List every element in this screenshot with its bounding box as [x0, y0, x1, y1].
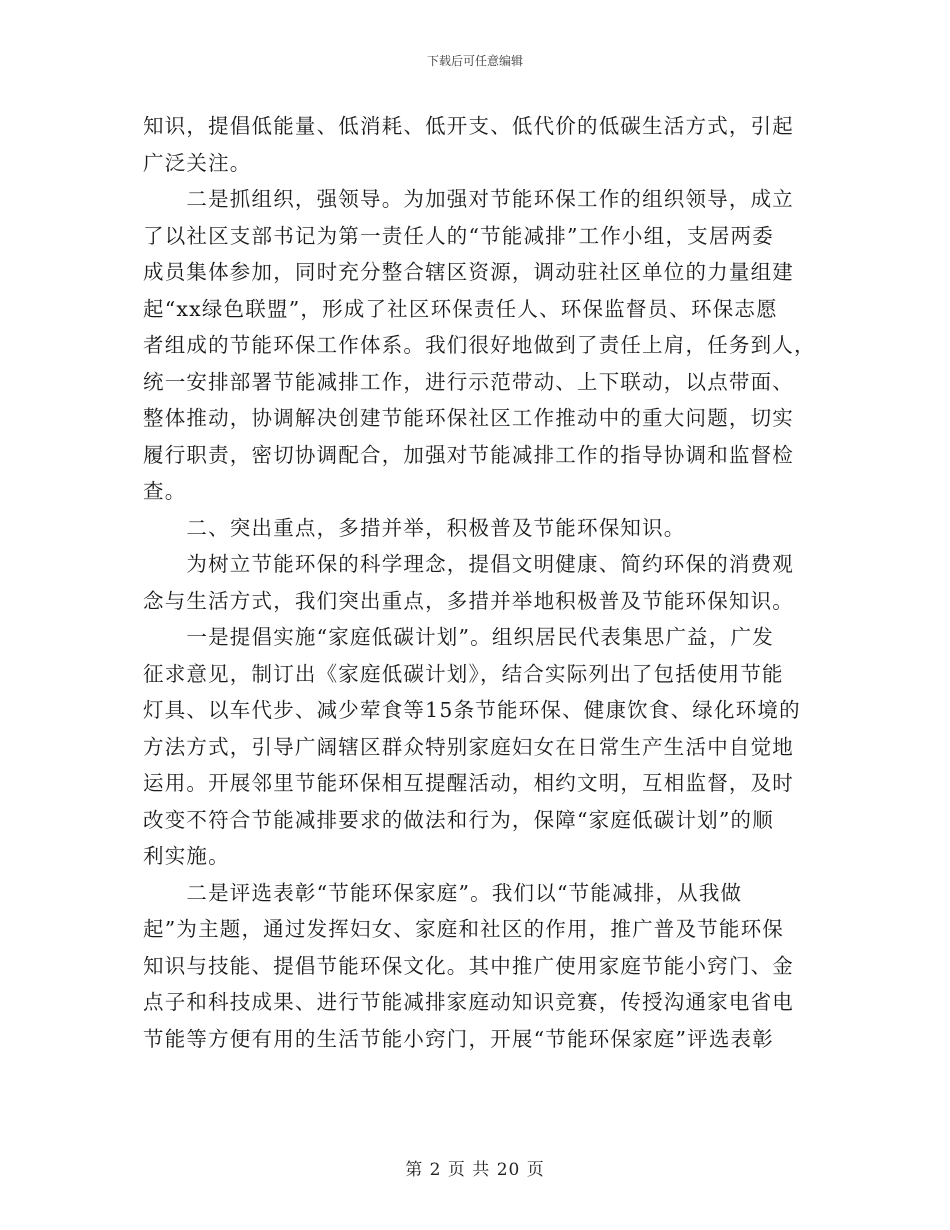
text-line: 知识与技能、提倡节能环保文化。其中推广使用家庭节能小窍门、金 — [143, 953, 794, 978]
text-line: 一是提倡实施“家庭低碳计划”。组织居民代表集思广益，广发 — [143, 625, 774, 649]
text-line: 念与生活方式，我们突出重点，多措并举地积极普及节能环保知识。 — [143, 588, 794, 613]
page-footer — [0, 1155, 950, 1180]
text-line: 利实施。 — [143, 844, 230, 868]
text-line: 起”为主题，通过发挥妇女、家庭和社区的作用，推广普及节能环保 — [143, 917, 784, 941]
text-line: 履行职责，密切协调配合，加强对节能减排工作的指导协调和监督检 — [143, 442, 794, 467]
text-line: 整体推动，协调解决创建节能环保社区工作推动中的重大问题，切实 — [143, 406, 794, 430]
footer-total-word: 共 — [472, 1160, 491, 1180]
text-line: 广泛关注。 — [143, 150, 252, 175]
text-line: 起“xx绿色联盟”，形成了社区环保责任人、环保监督员、环保志愿 — [143, 296, 778, 321]
text-line: 者组成的节能环保工作体系。我们很好地做到了责任上肩，任务到人， — [143, 333, 816, 357]
text-line: 知识，提倡低能量、低消耗、低开支、低代价的低碳生活方式，引起 — [143, 114, 794, 138]
text-line: 灯具、以车代步、减少荤食等15条节能环保、健康饮食、绿化环境的 — [143, 698, 801, 722]
document-body — [143, 108, 816, 1057]
footer-suffix: 页 — [526, 1160, 545, 1180]
text-line: 改变不符合节能减排要求的做法和行为，保障“家庭低碳计划”的顺 — [143, 807, 774, 832]
footer-page-word: 页 — [447, 1160, 466, 1180]
text-line: 节能等方便有用的生活节能小窍门，开展“节能环保家庭”评选表彰 — [143, 1026, 774, 1051]
text-line: 二是评选表彰“节能环保家庭”。我们以“节能减排，从我做 — [143, 880, 743, 905]
total-page-count: 20 — [496, 1160, 521, 1180]
text-line: 为树立节能环保的科学理念，提倡文明健康、简约环保的消费观 — [143, 552, 794, 576]
text-line: 成员集体参加，同时充分整合辖区资源，调动驻社区单位的力量组建 — [143, 260, 794, 284]
text-line: 查。 — [143, 479, 187, 503]
text-line: 统一安排部署节能减排工作，进行示范带动、上下联动，以点带面、 — [143, 369, 794, 394]
text-line: 二是抓组织，强领导。为加强对节能环保工作的组织领导，成立 — [143, 187, 794, 211]
footer-prefix: 第 — [405, 1160, 424, 1180]
text-line: 了以社区支部书记为第一责任人的“节能减排”工作小组，支居两委 — [143, 223, 774, 248]
text-line: 征求意见，制订出《家庭低碳计划》，结合实际列出了包括使用节能 — [143, 661, 784, 686]
text-line: 点子和科技成果、进行节能减排家庭动知识竞赛，传授沟通家电省电 — [143, 990, 794, 1014]
current-page-number: 2 — [429, 1160, 442, 1180]
page-header: 下载后可任意编辑 — [426, 54, 523, 68]
text-line: 方法方式，引导广阔辖区群众特别家庭妇女在日常生产生活中自觉地 — [143, 734, 794, 759]
section-heading: 二、突出重点，多措并举，积极普及节能环保知识。 — [143, 515, 686, 540]
text-line: 运用。开展邻里节能环保相互提醒活动，相约文明，互相监督，及时 — [143, 771, 794, 795]
